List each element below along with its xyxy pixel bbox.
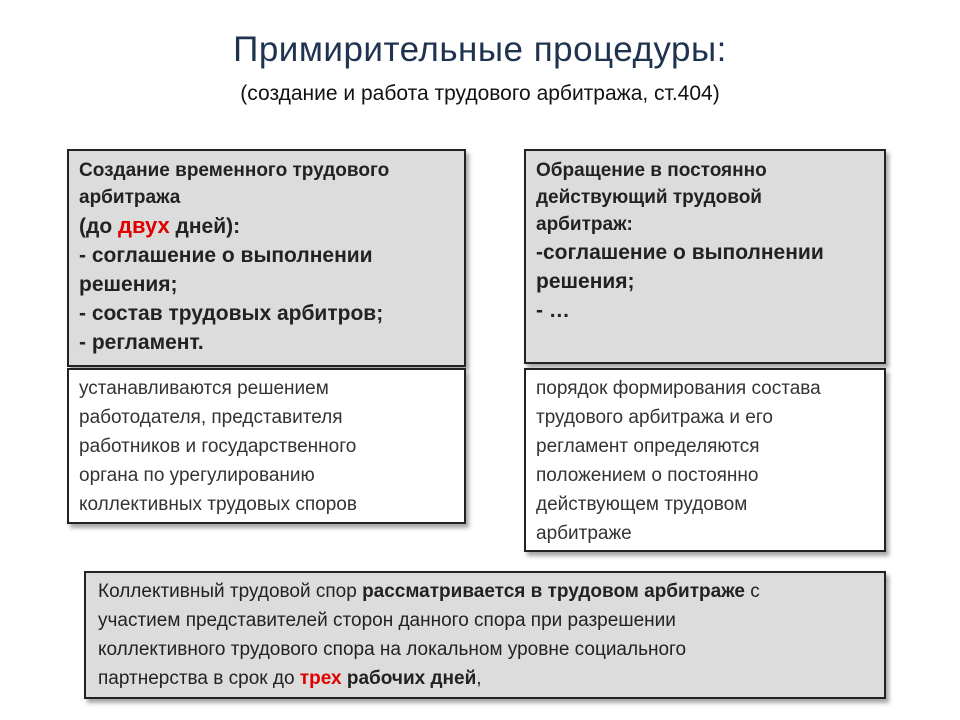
right-note-line-2: трудового арбитража и его [536, 407, 773, 428]
right-item-1: -соглашение о выполнении [536, 241, 824, 264]
left-note-line-2: работодателя, представителя [79, 407, 343, 428]
right-header-box [524, 149, 886, 364]
slide-title: Примирительные процедуры: [233, 30, 727, 69]
bottom-line-4-bold: рабочих дней [341, 668, 477, 689]
left-term-highlight: двух [118, 213, 170, 238]
bottom-line-4 [98, 664, 872, 693]
right-note-line-6: арбитраже [536, 523, 632, 544]
bottom-line-4-end: , [476, 668, 482, 689]
right-item-2: решения; [536, 270, 635, 293]
right-note-box [524, 368, 886, 552]
bottom-line-4-prefix: партнерства в срок до [98, 668, 300, 689]
left-note-line-5: коллективных трудовых споров [79, 494, 357, 515]
left-term-prefix: (до [79, 215, 118, 238]
left-item-3: - состав трудовых арбитров; [79, 302, 384, 325]
slide-subtitle: (создание и работа трудового арбитража, ст.404) [240, 82, 720, 105]
bottom-line-3: коллективного трудового спора на локальном уровне социального [98, 639, 687, 660]
right-note-line-4: положением о постоянно [536, 465, 759, 486]
left-note-box [67, 368, 466, 524]
left-item-4: - регламент. [79, 331, 204, 354]
left-term-line [79, 211, 454, 241]
left-head-line-2: арбитража [79, 187, 181, 208]
bottom-line-1-bold: рассматривается в трудовом арбитраже [362, 581, 745, 602]
bottom-line-4-highlight: трех [299, 668, 342, 689]
bottom-summary-box [84, 571, 886, 699]
left-item-1: - соглашение о выполнении [79, 244, 373, 267]
left-note-line-3: работников и государственного [79, 436, 357, 457]
right-head-line-3: арбитраж: [536, 214, 633, 235]
left-item-2: решения; [79, 273, 178, 296]
bottom-line-2: участием представителей сторон данного спора при разрешении [98, 610, 676, 631]
right-note-line-3: регламент определяются [536, 436, 760, 457]
left-head-line-1: Создание временного трудового [79, 160, 390, 181]
bottom-line-1 [98, 577, 872, 606]
left-term-suffix: дней): [169, 215, 241, 238]
right-note-line-5: действующем трудовом [536, 494, 748, 515]
bottom-line-1-normal: Коллективный трудовой спор [98, 581, 363, 602]
right-head-line-1: Обращение в постоянно [536, 160, 767, 181]
left-note-line-1: устанавливаются решением [79, 378, 329, 399]
left-header-box [67, 149, 466, 367]
right-item-3: - … [536, 299, 570, 322]
right-note-line-1: порядок формирования состава [536, 378, 821, 399]
right-head-line-2: действующий трудовой [536, 187, 762, 208]
left-note-line-4: органа по урегулированию [79, 465, 315, 486]
bottom-line-1-end: с [745, 581, 760, 602]
